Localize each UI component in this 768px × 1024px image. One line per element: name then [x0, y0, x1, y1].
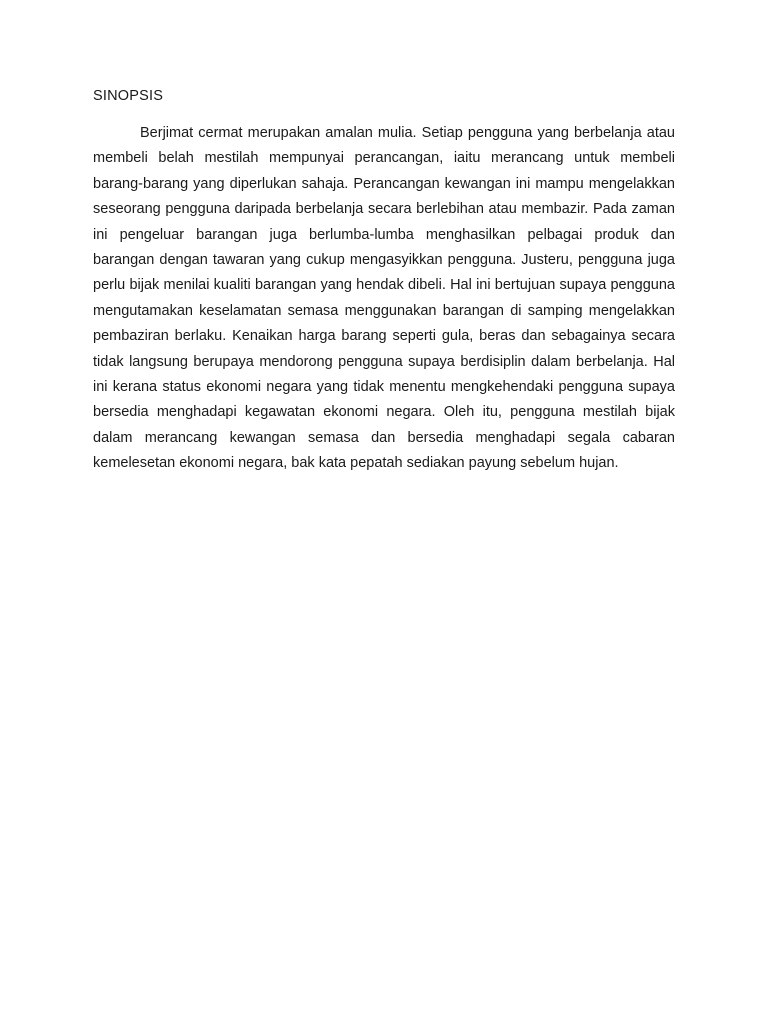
document-heading: SINOPSIS	[93, 88, 164, 104]
synopsis-paragraph: Berjimat cermat merupakan amalan mulia. Setiap pengguna yang berbelanja atau membeli belah mestilah mempunyai perancangan, iaitu merancang untuk membeli barang-barang yang diperlukan sahaja. Perancangan kewangan ini mampu mengelakkan seseorang pengguna daripada berbelanja secara berlebihan atau membazir. Pada zaman ini pengeluar barangan juga berlumba-lumba menghasilkan pelbagai produk dan barangan dengan tawaran yang cukup mengasyikkan pengguna. Justeru, pengguna juga perlu bijak menilai kualiti barangan yang hendak dibeli. Hal ini bertujuan supaya pengguna mengutamakan keselamatan semasa menggunakan barangan di samping mengelakkan pembaziran berlaku. Kenaikan harga barang seperti gula, beras dan sebagainya secara tidak langsung berupaya mendorong pengguna supaya berdisiplin dalam berbelanja. Hal ini kerana status ekonomi negara yang tidak menentu mengkehendaki pengguna supaya bersedia menghadapi kegawatan ekonomi negara. Oleh itu, pengguna mestilah bijak dalam merancang kewangan semasa dan bersedia menghadapi segala cabaran kemelesetan ekonomi negara, bak kata pepatah sediakan payung sebelum hujan.	[93, 125, 675, 472]
